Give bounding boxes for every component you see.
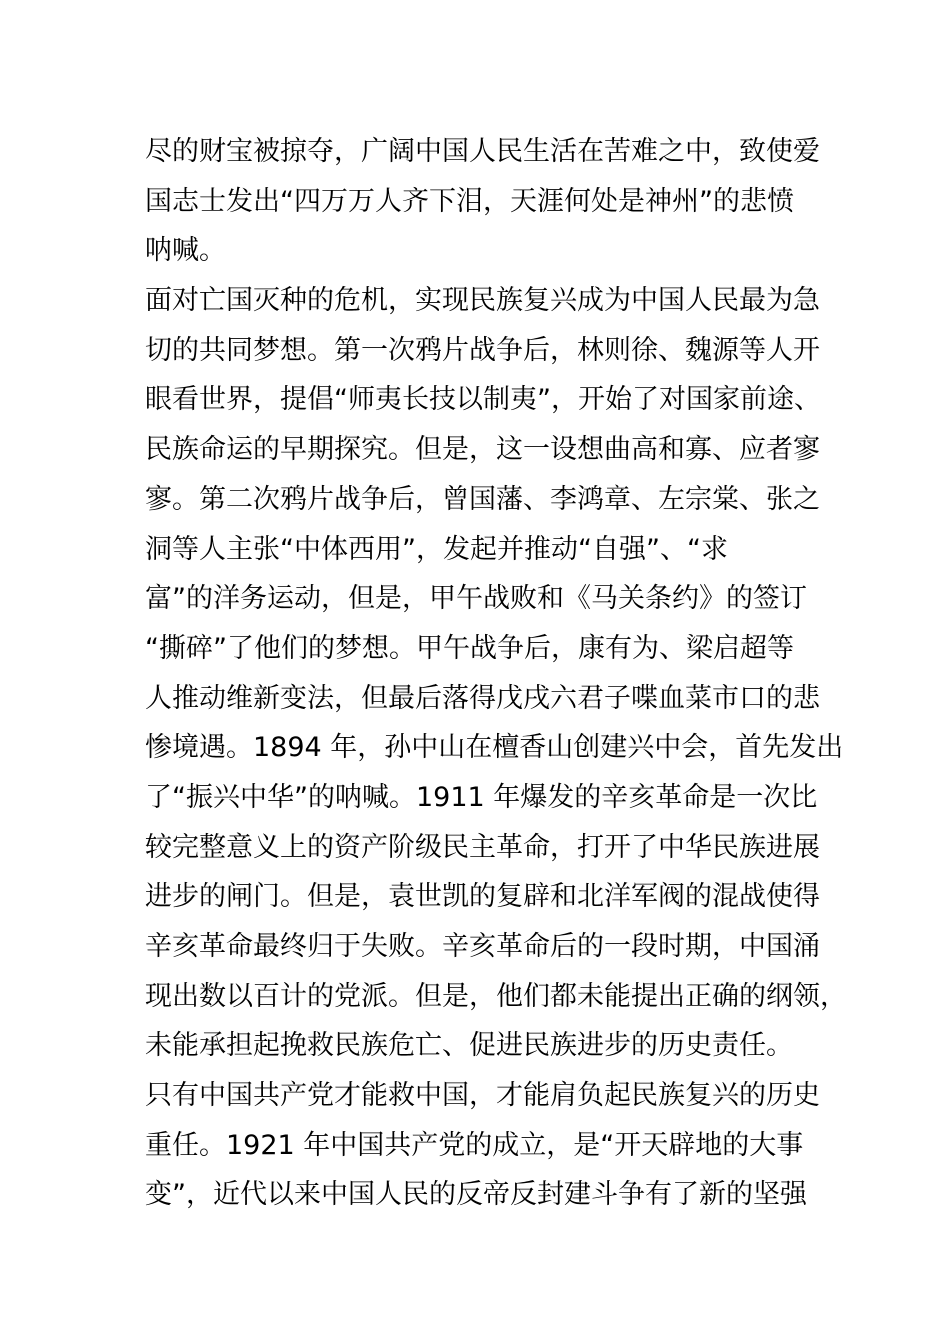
text-line: 呐喊。 bbox=[145, 235, 226, 267]
text-line: 洞等人主张“中体西用”，发起并推动“自强”、“求 bbox=[145, 533, 728, 565]
text-line: 民族命运的早期探究。但是，这一设想曲高和寡、应者寥 bbox=[145, 434, 820, 466]
text-line: “撕碎”了他们的梦想。甲午战争后，康有为、梁启超等 bbox=[145, 632, 794, 664]
text-line: 现出数以百计的党派。但是，他们都未能提出正确的纲领， bbox=[145, 980, 847, 1012]
text-line: 变”，近代以来中国人民的反帝反封建斗争有了新的坚强 bbox=[145, 1179, 807, 1211]
text-line: 尽的财宝被掠夺，广阔中国人民生活在苦难之中，致使爱 bbox=[145, 136, 820, 167]
text-line: 了“振兴中华”的呐喊。1911 年爆发的辛亥革命是一次比 bbox=[145, 781, 818, 813]
text-line: 切的共同梦想。第一次鸦片战争后，林则徐、魏源等人开 bbox=[145, 334, 820, 366]
text-line: 较完整意义上的资产阶级民主革命，打开了中华民族进展 bbox=[145, 831, 820, 863]
text-line: 进步的闸门。但是，袁世凯的复辟和北洋军阀的混战使得 bbox=[145, 881, 820, 913]
text-line: 惨境遇。1894 年，孙中山在檀香山创建兴中会，首先发出 bbox=[145, 732, 844, 764]
text-line: 面对亡国灭种的危机，实现民族复兴成为中国人民最为急 bbox=[145, 285, 820, 317]
text-line: 重任。1921 年中国共产党的成立，是“开天辟地的大事 bbox=[145, 1129, 804, 1161]
text-line: 只有中国共产党才能救中国，才能肩负起民族复兴的历史 bbox=[145, 1080, 820, 1112]
text-line: 寥。第二次鸦片战争后，曾国藩、李鸿章、左宗棠、张之 bbox=[145, 483, 820, 515]
text-line: 国志士发出“四万万人齐下泪，天涯何处是神州”的悲愤 bbox=[145, 185, 794, 217]
text-line: 人推动维新变法，但最后落得戊戌六君子喋血菜市口的悲 bbox=[145, 682, 820, 714]
text-line: 未能承担起挽救民族危亡、促进民族进步的历史责任。 bbox=[145, 1030, 793, 1062]
body-text bbox=[145, 127, 847, 1220]
text-line: 富”的洋务运动，但是，甲午战败和《马关条约》的签订 bbox=[145, 583, 807, 615]
text-line: 辛亥革命最终归于失败。辛亥革命后的一段时期，中国涌 bbox=[145, 931, 820, 962]
text-line: 眼看世界，提倡“师夷长技以制夷”，开始了对国家前途、 bbox=[145, 384, 821, 416]
